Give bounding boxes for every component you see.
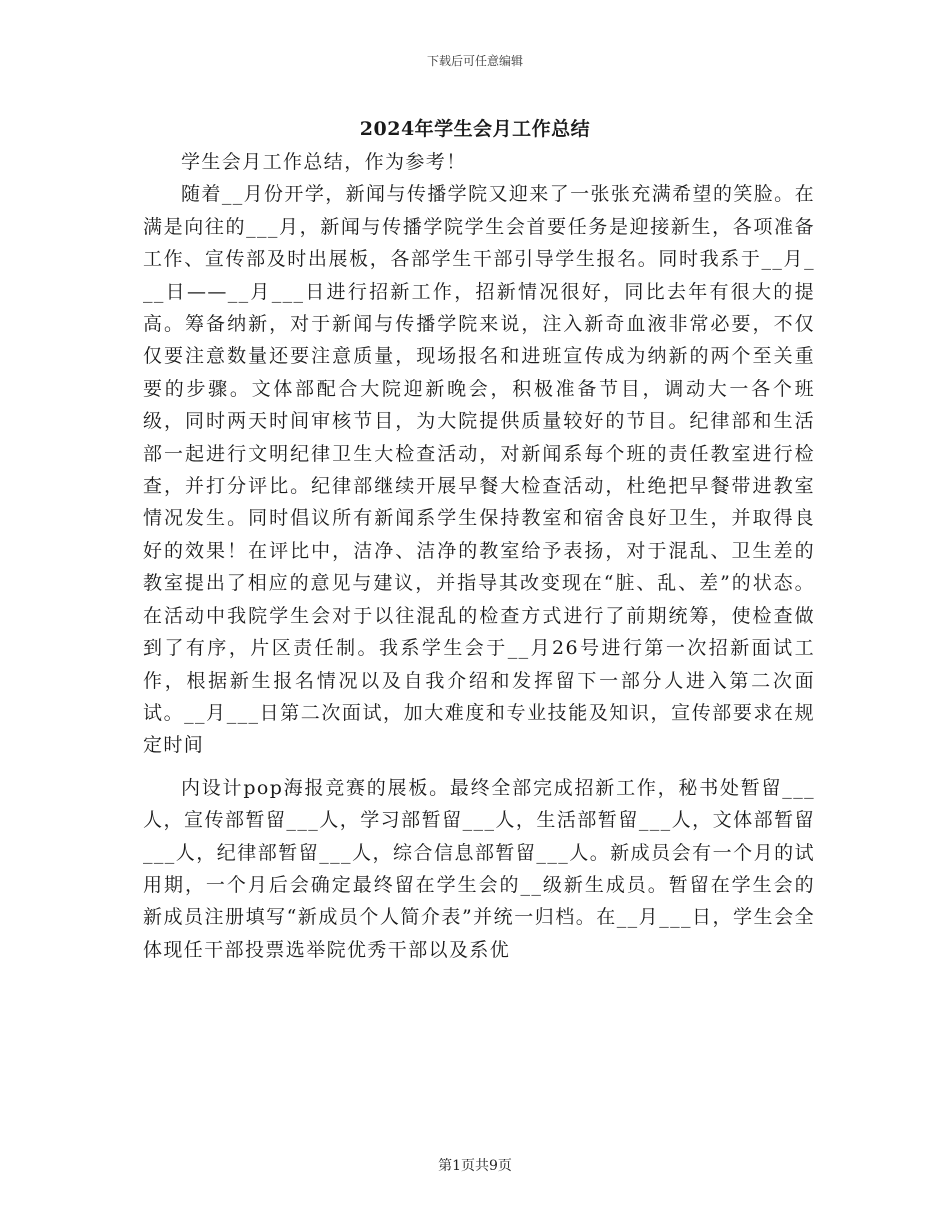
paragraph-intro: 学生会月工作总结，作为参考！ [181, 151, 467, 173]
paragraph-continued: 内设计pop海报竞赛的展板。最终全部完成招新工作，秘书处暂留___人，宣传部暂留___人，学习部暂留___人，生活部暂留___人，文体部暂留___人，纪律部暂留___人，综合信息部暂留___人。新成员会有一个月的试用期，一个月后会确定最终留在学生会的__级新生成员。暂留在学生会的新成员注册填写“新成员个人简介表”并统一归档。在__月___日，学生会全体现任干部投票选举院优秀干部以及系优 [143, 776, 815, 961]
document-body [143, 146, 815, 966]
paragraph-main: 随着__月份开学，新闻与传播学院又迎来了一张张充满希望的笑脸。在满是向往的___月，新闻与传播学院学生会首要任务是迎接新生，各项准备工作、宣传部及时出展板，各部学生干部引导学生报名。同时我系于__月___日——__月___日进行招新工作，招新情况很好，同比去年有很大的提高。筹备纳新，对于新闻与传播学院来说，注入新奇血液非常必要，不仅仅要注意数量还要注意质量，现场报名和进班宣传成为纳新的两个至关重要的步骤。文体部配合大院迎新晚会，积极准备节目，调动大一各个班级，同时两天时间审核节目，为大院提供质量较好的节目。纪律部和生活部一起进行文明纪律卫生大检查活动，对新闻系每个班的责任教室进行检查，并打分评比。纪律部继续开展早餐大检查活动，杜绝把早餐带进教室情况发生。同时倡议所有新闻系学生保持教室和宿舍良好卫生，并取得良好的效果！在评比中，洁净、洁净的教室给予表扬，对于混乱、卫生差的教室提出了相应的意见与建议，并指导其改变现在“脏、乱、差”的状态。在活动中我院学生会对于以往混乱的检查方式进行了前期统筹，使检查做到了有序，片区责任制。我系学生会于__月26号进行第一次招新面试工作，根据新生报名情况以及自我介绍和发挥留下一部分人进入第二次面试。__月___日第二次面试，加大难度和专业技能及知识，宣传部要求在规定时间 [143, 183, 815, 757]
page-footer: 第1页共9页 [438, 1158, 512, 1174]
document-title: 2024年学生会月工作总结 [359, 118, 591, 140]
header-note: 下载后可任意编辑 [426, 54, 523, 68]
